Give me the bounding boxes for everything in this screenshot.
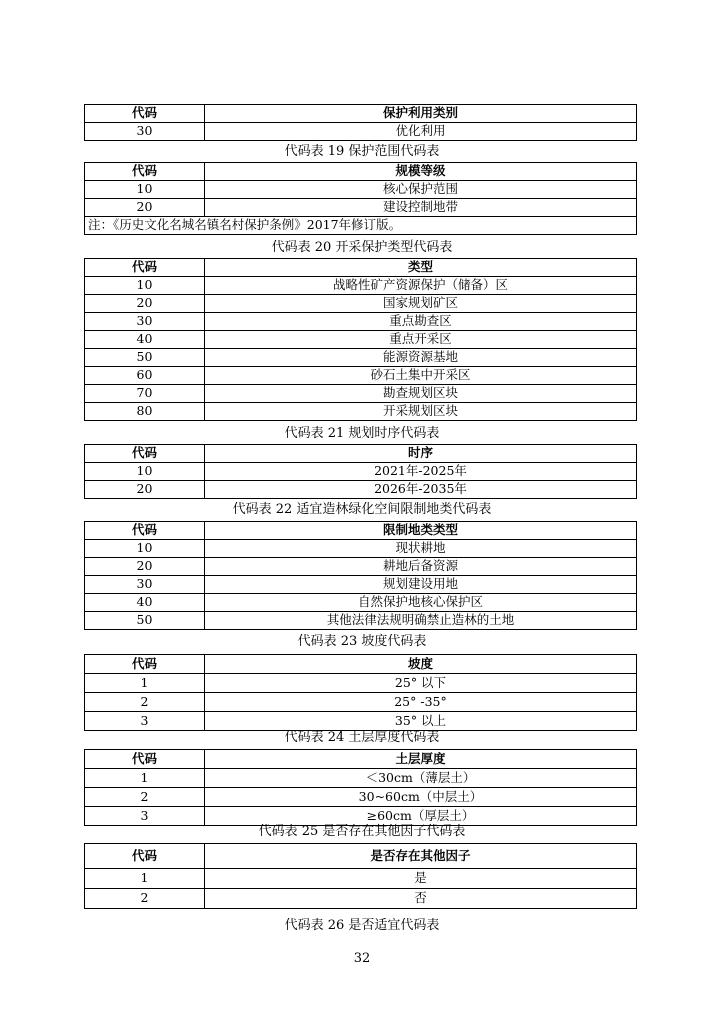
table-afforestation-restriction xyxy=(84,521,637,630)
header-code: 代码 xyxy=(85,163,205,181)
header-code: 代码 xyxy=(85,105,205,123)
cell-code: 10 xyxy=(85,277,205,295)
header-col2: 土层厚度 xyxy=(205,750,637,769)
cell-code: 30 xyxy=(85,576,205,594)
cell-value: 战略性矿产资源保护（储备）区 xyxy=(205,277,637,295)
cell-value: 砂石土集中开采区 xyxy=(205,367,637,385)
cell-value: 勘查规划区块 xyxy=(205,385,637,403)
header-code: 代码 xyxy=(85,655,205,674)
header-col2: 保护利用类别 xyxy=(205,105,637,123)
cell-code: 1 xyxy=(85,869,205,889)
table-caption: 代码表 19 保护范围代码表 xyxy=(284,144,440,159)
header-code: 代码 xyxy=(85,445,205,463)
cell-value: 35° 以上 xyxy=(205,712,637,731)
cell-code: 60 xyxy=(85,367,205,385)
cell-code: 30 xyxy=(85,123,205,141)
cell-value: 是 xyxy=(205,869,637,889)
cell-value: 重点勘查区 xyxy=(205,313,637,331)
cell-code: 40 xyxy=(85,594,205,612)
cell-value: 25° -35° xyxy=(205,693,637,712)
header-code: 代码 xyxy=(85,750,205,769)
cell-code: 20 xyxy=(85,199,205,217)
header-col2: 规模等级 xyxy=(205,163,637,181)
cell-code: 1 xyxy=(85,674,205,693)
cell-value: ≥60cm（厚层土） xyxy=(205,807,637,826)
header-code: 代码 xyxy=(85,259,205,277)
cell-code: 3 xyxy=(85,712,205,731)
cell-code: 20 xyxy=(85,481,205,499)
cell-code: 80 xyxy=(85,403,205,421)
cell-code: 10 xyxy=(85,463,205,481)
cell-value: 自然保护地核心保护区 xyxy=(205,594,637,612)
cell-value: 2021年-2025年 xyxy=(205,463,637,481)
cell-code: 40 xyxy=(85,331,205,349)
table-soil-thickness xyxy=(84,749,637,826)
table-slope xyxy=(84,654,637,731)
cell-value: 核心保护范围 xyxy=(205,181,637,199)
cell-code: 70 xyxy=(85,385,205,403)
cell-code: 30 xyxy=(85,313,205,331)
cell-value: 2026年-2035年 xyxy=(205,481,637,499)
header-code: 代码 xyxy=(85,522,205,540)
cell-value: 重点开采区 xyxy=(205,331,637,349)
cell-value: 优化利用 xyxy=(205,123,637,141)
table-caption: 代码表 20 开采保护类型代码表 xyxy=(271,240,453,255)
cell-value: 国家规划矿区 xyxy=(205,295,637,313)
table-protection-scope xyxy=(84,162,637,235)
header-col2: 类型 xyxy=(205,259,637,277)
table-caption: 代码表 24 土层厚度代码表 xyxy=(284,730,440,745)
header-col2: 坡度 xyxy=(205,655,637,674)
cell-code: 2 xyxy=(85,889,205,909)
cell-value: 能源资源基地 xyxy=(205,349,637,367)
table-caption: 代码表 26 是否适宜代码表 xyxy=(284,918,440,933)
cell-code: 50 xyxy=(85,612,205,630)
cell-value: 其他法律法规明确禁止造林的土地 xyxy=(205,612,637,630)
cell-value: 开采规划区块 xyxy=(205,403,637,421)
cell-value: 耕地后备资源 xyxy=(205,558,637,576)
table-planning-sequence xyxy=(84,444,637,499)
cell-code: 10 xyxy=(85,540,205,558)
cell-code: 10 xyxy=(85,181,205,199)
cell-value: 否 xyxy=(205,889,637,909)
cell-code: 50 xyxy=(85,349,205,367)
cell-value: ＜30cm（薄层土） xyxy=(205,769,637,788)
cell-code: 20 xyxy=(85,558,205,576)
table-other-factors xyxy=(84,843,637,909)
header-code: 代码 xyxy=(85,844,205,869)
table-caption: 代码表 23 坡度代码表 xyxy=(297,634,427,649)
cell-value: 规划建设用地 xyxy=(205,576,637,594)
cell-code: 2 xyxy=(85,788,205,807)
cell-code: 20 xyxy=(85,295,205,313)
cell-code: 2 xyxy=(85,693,205,712)
table-caption: 代码表 25 是否存在其他因子代码表 xyxy=(258,824,466,839)
cell-value: 25° 以下 xyxy=(205,674,637,693)
cell-code: 3 xyxy=(85,807,205,826)
cell-value: 30~60cm（中层土） xyxy=(205,788,637,807)
table-caption: 代码表 22 适宜造林绿化空间限制地类代码表 xyxy=(232,502,492,517)
table-note: 注：《历史文化名城名镇名村保护条例》2017年修订版。 xyxy=(85,217,637,235)
table-mining-protection-type xyxy=(84,258,637,421)
header-col2: 是否存在其他因子 xyxy=(205,844,637,869)
cell-value: 现状耕地 xyxy=(205,540,637,558)
header-col2: 时序 xyxy=(205,445,637,463)
cell-code: 1 xyxy=(85,769,205,788)
page-number: 32 xyxy=(353,951,371,966)
cell-value: 建设控制地带 xyxy=(205,199,637,217)
table-caption: 代码表 21 规划时序代码表 xyxy=(284,426,440,441)
table-protection-use-category xyxy=(84,104,637,141)
header-col2: 限制地类类型 xyxy=(205,522,637,540)
